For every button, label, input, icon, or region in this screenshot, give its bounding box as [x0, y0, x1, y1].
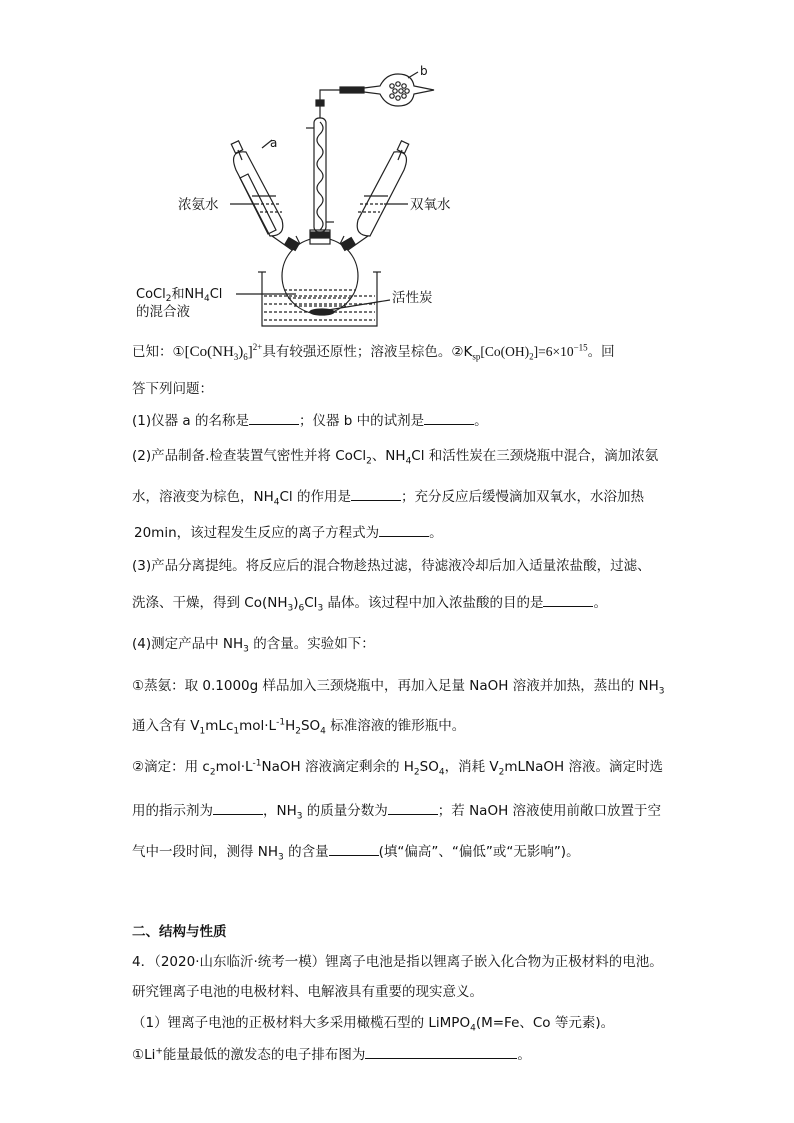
complex-formula: $[Co(NH_3)_6]^{2+}$: [184, 342, 263, 362]
answer-blank[interactable]: [543, 592, 593, 607]
question-2-line-1: (2)产品制备.检查装置气密性并将 CoCl$_2$、$NH_4Cl$ 和活性炭在三颈烧瓶中混合，滴加浓氨: [132, 448, 659, 467]
carbon-label: 活性炭: [392, 290, 433, 306]
left-funnel-label: 浓氨水: [178, 197, 219, 213]
question-4-step2-line-1: ②滴定：用 $c_2mol\cdot L^{-1}NaOH$ 溶液滴定剩余的 $H_2SO_4$，消耗 $V_2mLNaOH$ 溶液。滴定时选: [132, 758, 663, 778]
question-1: (1)仪器 a 的名称是 ；仪器 b 中的试剂是 。: [132, 410, 488, 431]
left-dropping-funnel: [231, 140, 299, 250]
answer-blank[interactable]: [424, 410, 474, 425]
mixture-label-line2: 的混合液: [136, 304, 190, 320]
apparatus-diagram: [0, 0, 794, 340]
question-3-line-2: 洗涤、干燥，得到 $Co(NH_3)_6Cl_3$ 晶体。该过程中加入浓盐酸的目的是 。: [132, 592, 607, 613]
question-3-line-1: (3)产品分离提纯。将反应后的混合物趁热过滤，待滤液冷却后加入适量浓盐酸，过滤、: [132, 558, 651, 574]
condenser: [306, 90, 340, 232]
problem-4-line-1: 4．（2020·山东临沂·统考一模）锂离子电池是指以锂离子嵌入化合物为正极材料的电池。: [132, 954, 663, 970]
answer-blank[interactable]: [365, 1044, 517, 1059]
question-4-step1-line-2: 通入含有 $V_1mLc_1mol\cdot L^{-1}H_2SO_4$ 标准溶液的锥形瓶中。: [132, 717, 466, 737]
answer-blank[interactable]: [249, 410, 299, 425]
mixture-label-line1: CoCl$_2$和$NH_4Cl$: [136, 287, 223, 304]
problem-4-line-3: （1）锂离子电池的正极材料大多采用橄榄石型的 LiMPO$_4$(M=Fe、Co 等元素)。: [132, 1015, 615, 1034]
answer-blank[interactable]: [329, 841, 379, 856]
section-heading: 二、结构与性质: [132, 924, 227, 940]
answer-blank[interactable]: [388, 800, 438, 815]
question-4-step2-line-3: 气中一段时间，测得 $NH_3$ 的含量 (填“偏高”、“偏低”或“无影响”)。: [132, 841, 580, 862]
question-2-line-3: 20min，该过程发生反应的离子方程式为 。: [134, 522, 443, 543]
answer-blank[interactable]: [351, 486, 401, 501]
answer-blank[interactable]: [213, 800, 263, 815]
label-b: b: [420, 64, 428, 78]
right-funnel-label: 双氧水: [410, 197, 451, 213]
label-a: a: [270, 136, 278, 150]
known-line-1: 已知：$①[Co(NH_3)_6]^{2+}$具有较强还原性；溶液呈棕色。$②K_{sp}[Co(OH)_2]=6\times 10^{-15}$。回: [132, 342, 615, 362]
water-bath: [258, 272, 381, 326]
known-line-2: 答下列问题：: [132, 381, 213, 397]
right-dropping-funnel: [341, 141, 409, 251]
problem-4-line-2: 研究锂离子电池的电极材料、电解液具有重要的现实意义。: [132, 984, 483, 1000]
question-4-title: (4)测定产品中 $NH_3$ 的含量。实验如下：: [132, 636, 375, 655]
question-4-step1-line-1: ①蒸氨：取 0.1000g 样品加入三颈烧瓶中，再加入足量 NaOH 溶液并加热，蒸出的 $NH_3$: [132, 678, 665, 697]
question-4-step2-line-2: 用的指示剂为 ，$NH_3$ 的质量分数为 ；若 NaOH 溶液使用前敞口放置于空: [132, 800, 661, 821]
problem-4-line-4: ①Li+能量最低的激发态的电子排布图为 。: [132, 1044, 531, 1065]
question-2-line-2: 水，溶液变为棕色，$NH_4Cl$ 的作用是 ；充分反应后缓慢滴加双氧水，水浴加热: [132, 486, 644, 507]
answer-blank[interactable]: [379, 522, 429, 537]
